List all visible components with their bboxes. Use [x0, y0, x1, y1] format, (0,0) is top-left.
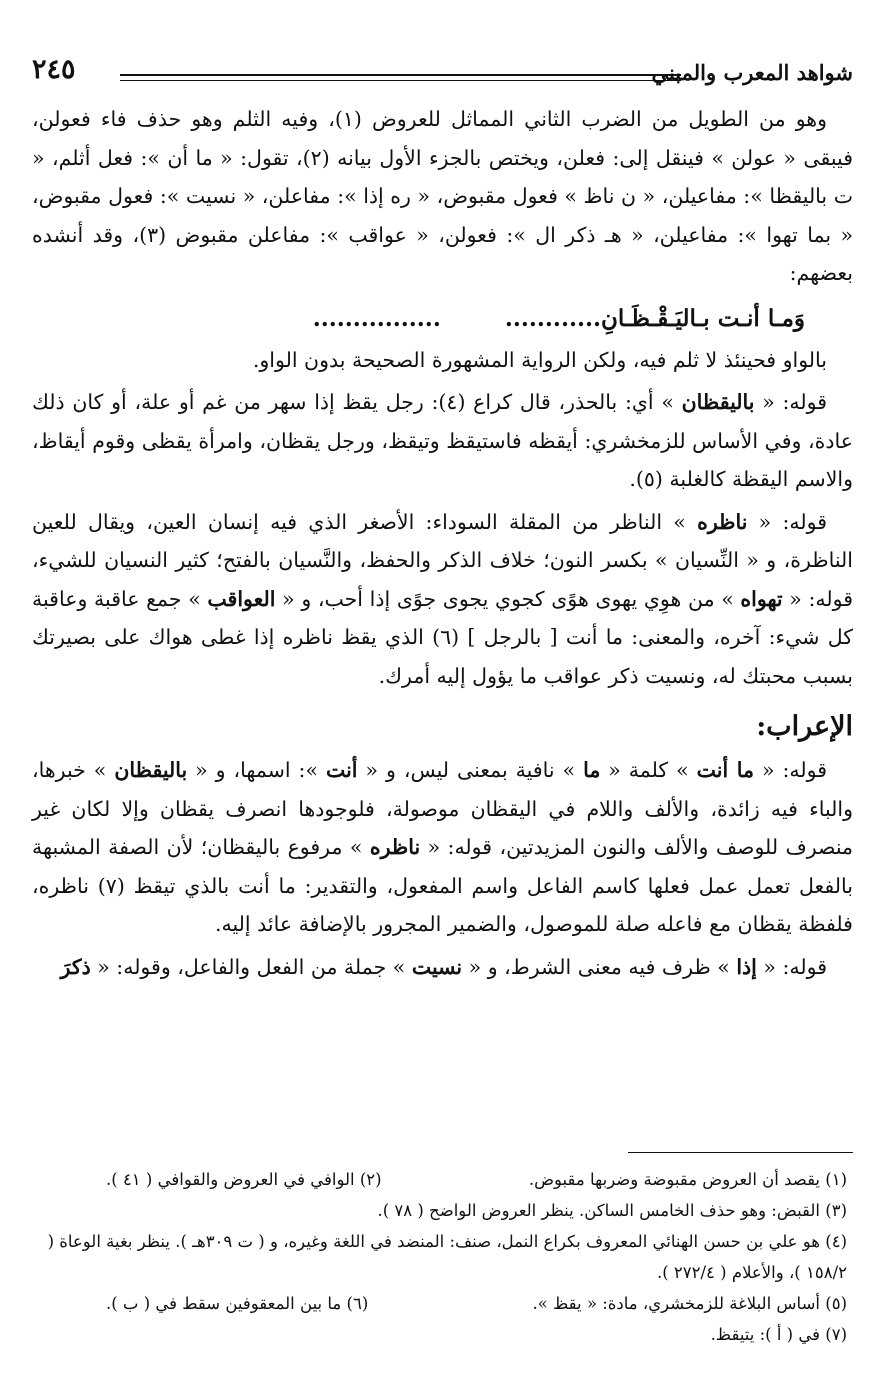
verse-dots-left: ................ — [312, 304, 441, 332]
footnote-rule — [628, 1152, 853, 1153]
text-run: » الناظر من المقلة السوداء: الأصغر الذي فيه إنسان العين، ويقال للعين الناظرة، و « النِّسيان » بكسر النون؛ خلاف الذكر والحفظ، والنَّسيان بالفتح؛ كثير النسيان للشيء، قوله: « — [32, 509, 853, 611]
text-run: » جمع عاقبة وعاقبة كل شيء: آخره، والمعنى: ما أنت [ بالرجل ] (٦) الذي يقظ ناظره إذا غطى هواك على بصيرتك بسبب محبتك له، ونسيت ذكر عواقب ما يؤول إليه أمرك. — [32, 586, 853, 688]
keyword: تهواه — [740, 586, 783, 611]
footnotes — [36, 1164, 847, 1350]
keyword: باليقظان — [114, 758, 188, 782]
keyword: ناظره — [697, 509, 748, 534]
footnote-7: (٧) في ( أ ): يتيقظ. — [710, 1325, 847, 1344]
footnote-2: (٢) الوافي في العروض والقوافي ( ٤١ ). — [106, 1170, 382, 1189]
text-run: » خبرها، والباء فيه زائدة، والألف واللام في اليقظان موصولة، فلوجودها انصرف يقظان وإلا لكان غير منصرف للوصف والألف والنون المزيدتين، قوله: « — [32, 758, 853, 859]
text-run: » ظرف فيه معنى الشرط، و « — [462, 954, 737, 979]
text-run: قوله: « — [754, 390, 828, 414]
text-run: » مرفوع باليقظان؛ لأن الصفة المشبهة بالفعل تعمل عمل فعلها كاسم الفاعل واسم المفعول، والتقدير: ما أنت بالذي تيقظ (٧) ناظره، فلفظة يقظان مع فاعله صلة للموصول، والضمير المجرور بالإضافة عائد إليه. — [32, 835, 853, 936]
paragraph-irab — [32, 751, 853, 944]
footnote-row — [36, 1288, 847, 1319]
footnote-4: (٤) هو علي بن حسن الهنائي المعروف بكراع النمل، صنف: المنضد في اللغة وغيره، و ( ت ٣٠٩هـ ). ينظر بغية الوعاة ( ١٥٨/٢ )، والأعلام ( ٢٧٢/٤ ). — [47, 1232, 847, 1282]
text-run: » من هوِي يهوى هوًى كجوي يجوى جوًى إذا أحب، و « — [275, 586, 741, 611]
paragraph-meter: وهو من الطويل من الضرب الثاني المماثل للعروض (١)، وفيه الثلم وهو حذف فاء فعولن، فيبقى « عولن » فينقل إلى: فعلن، ويختص بالجزء الأول بيانه (٢)، تقول: « ما أن »: فعل أثلم، « ت باليقظا »: مفاعيلن، « ن ناظ » فعول مقبوض، « ره إذا »: مفاعلن، « نسيت »: فعول مقبوض، « بما تهوا »: مفاعيلن، « هـ ذكر ال »: فعولن، « عواقب »: مفاعلن مقبوض (٣)، وقد أنشده بعضهم: — [32, 107, 854, 285]
header-rule-thin — [120, 80, 681, 81]
footnote-6: (٦) ما بين المعقوفين سقط في ( ب ). — [106, 1294, 369, 1313]
section-heading: الإعراب: — [756, 711, 853, 742]
keyword: باليقظان — [681, 390, 755, 414]
keyword: ما أنت — [696, 758, 754, 782]
paragraph-nazir — [32, 503, 853, 696]
keyword: العواقب — [207, 586, 276, 611]
verse-line — [32, 297, 805, 341]
keyword: إذا — [736, 954, 757, 979]
page-header — [32, 54, 853, 100]
page-number: ٢٤٥ — [32, 54, 76, 85]
keyword: ناظره — [369, 835, 421, 859]
keyword: نسيت — [411, 954, 463, 979]
verse-text: وَمـا أنـت بـاليَـقْـظَـانِ — [600, 304, 805, 332]
text-run: » أي: بالحذر، قال كراع (٤): رجل يقظ إذا سهر من غم أو علة، أو كان ذلك عادة، وفي الأساس للزمخشري: أيقظه فاستيقظ وتيقظ، ورجل يقظان، وامرأة يقظى وقوم أيقاظ، والاسم اليقظة كالغلبة (٥). — [32, 390, 853, 491]
text-run: » كلمة « — [600, 758, 697, 782]
footnote-row — [36, 1164, 847, 1195]
running-title: شواهد المعرب والمبني — [651, 60, 853, 85]
main-text — [32, 100, 853, 986]
paragraph-yaqzan — [32, 383, 853, 499]
footnote-1: (١) يقصد أن العروض مقبوضة وضربها مقبوض. — [528, 1170, 847, 1189]
keyword: ذكرَ — [60, 954, 91, 979]
paragraph-idha — [32, 948, 853, 987]
text-run: قوله: « — [756, 954, 827, 979]
paragraph-waw: بالواو فحينئذ لا ثلم فيه، ولكن الرواية المشهورة الصحيحة بدون الواو. — [252, 347, 827, 372]
text-run: قوله: « — [747, 509, 828, 534]
verse-dots-right: ............ — [504, 304, 601, 332]
header-rule — [120, 74, 681, 76]
footnote-3: (٣) القبض: وهو حذف الخامس الساكن. ينظر العروض الواضح ( ٧٨ ). — [377, 1201, 847, 1220]
text-run: قوله: « — [754, 758, 828, 782]
text-run: »: اسمها، و « — [187, 758, 326, 782]
keyword: أنت — [325, 758, 358, 782]
keyword: ما — [583, 758, 601, 782]
text-run: » جملة من الفعل والفاعل، وقوله: « — [90, 954, 412, 979]
text-run: » نافية بمعنى ليس، و « — [357, 758, 584, 782]
footnote-5: (٥) أساس البلاغة للزمخشري، مادة: « يقظ ». — [532, 1294, 847, 1313]
